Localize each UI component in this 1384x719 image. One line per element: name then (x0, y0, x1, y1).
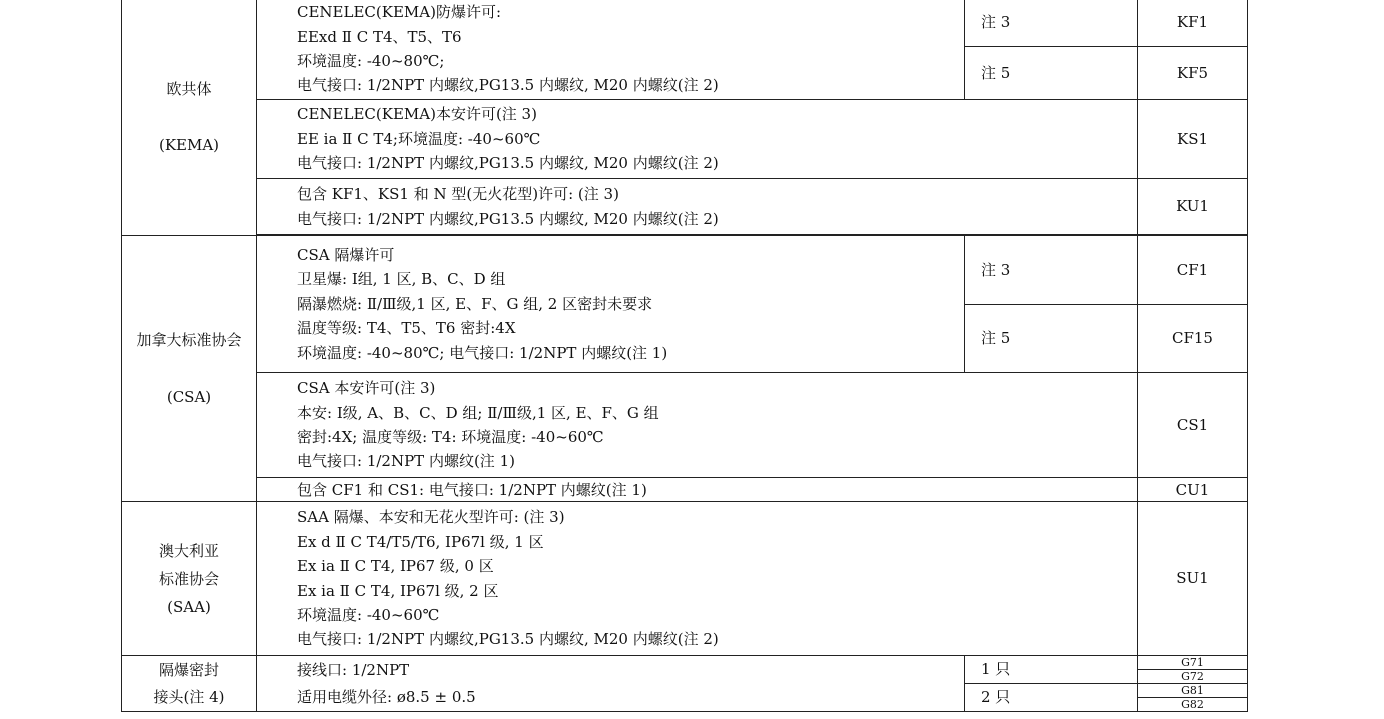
csa-intrinsic-safety-desc: CSA 本安许可(注 3) 本安: Ⅰ级, A、B、C、D 组; Ⅱ/Ⅲ级,1 区, E、F、G 组 密封:4X; 温度等级: T4: 环境温度: -40~60℃ 电气接口: 1/2NPT 内螺纹(注 1) (257, 373, 1138, 478)
option-code: CF1 (1138, 236, 1248, 305)
option-code: G71 (1138, 656, 1247, 670)
option-code: KF1 (1138, 0, 1248, 47)
option-code: SU1 (1138, 502, 1248, 656)
note-cell: 注 3 (965, 0, 1138, 47)
option-code: KF5 (1138, 47, 1248, 100)
kema-combined-desc: 包含 KF1、KS1 和 N 型(无火花型)许可: (注 3) 电气接口: 1/2NPT 内螺纹,PG13.5 内螺纹, M20 内螺纹(注 2) (257, 179, 1138, 235)
note-cell: 注 5 (965, 305, 1138, 373)
option-code: CS1 (1138, 373, 1248, 478)
csa-combined-desc: 包含 CF1 和 CS1: 电气接口: 1/2NPT 内螺纹(注 1) (257, 478, 1138, 502)
option-code: KS1 (1138, 100, 1248, 179)
kema-intrinsic-safety-desc: CENELEC(KEMA)本安许可(注 3) EE ia Ⅱ C T4;环境温度: -40~60℃ 电气接口: 1/2NPT 内螺纹,PG13.5 内螺纹, M20 内螺纹(注 2) (257, 100, 1138, 179)
saa-approval-desc: SAA 隔爆、本安和无花火型许可: (注 3) Ex d Ⅱ C T4/T5/T6, IP67l 级, 1 区 Ex ia Ⅱ C T4, IP67 级, 0 区 Ex ia Ⅱ C T4, IP67l 级, 2 区 环境温度: -40~60℃ 电气接口: 1/2NPT 内螺纹,PG13.5 内螺纹, M20 内螺纹(注 2) (257, 502, 1138, 656)
option-code: KU1 (1138, 179, 1248, 235)
seal-desc: 接线口: 1/2NPT 适用电缆外径: ø8.5 ± 0.5 (257, 656, 965, 712)
option-code: G72 (1138, 670, 1247, 684)
option-code: G81 (1138, 684, 1247, 698)
group-name-saa: 澳大利亚 标准协会 (SAA) (122, 502, 257, 656)
group-name-csa: 加拿大标准协会 (CSA) (122, 236, 257, 502)
option-code: CF15 (1138, 305, 1248, 373)
option-code: G82 (1181, 698, 1204, 711)
note-cell: 注 3 (965, 236, 1138, 305)
note-cell: 注 5 (965, 47, 1138, 100)
group-name-kema: 欧共体 (KEMA) (122, 0, 257, 236)
seal-codes (1138, 656, 1248, 712)
group-name-seal: 隔爆密封 接头(注 4) (122, 656, 257, 712)
csa-explosion-proof-desc: CSA 隔爆许可 卫星爆: Ⅰ组, 1 区, B、C、D 组 隔瀑燃烧: Ⅱ/Ⅲ级,1 区, E、F、G 组, 2 区密封未要求 温度等级: T4、T5、T6 密封:4X 环境温度: -40~80℃; 电气接口: 1/2NPT 内螺纹(注 1) (257, 236, 965, 373)
kema-explosion-proof-desc: CENELEC(KEMA)防爆许可: EExd Ⅱ C T4、T5、T6 环境温度: -40~80℃; 电气接口: 1/2NPT 内螺纹,PG13.5 内螺纹, M20 内螺纹(注 2) (257, 0, 965, 100)
seal-qty: 1 只 2 只 (965, 656, 1138, 712)
option-code: CU1 (1138, 478, 1248, 502)
approval-options-table (121, 0, 1248, 712)
